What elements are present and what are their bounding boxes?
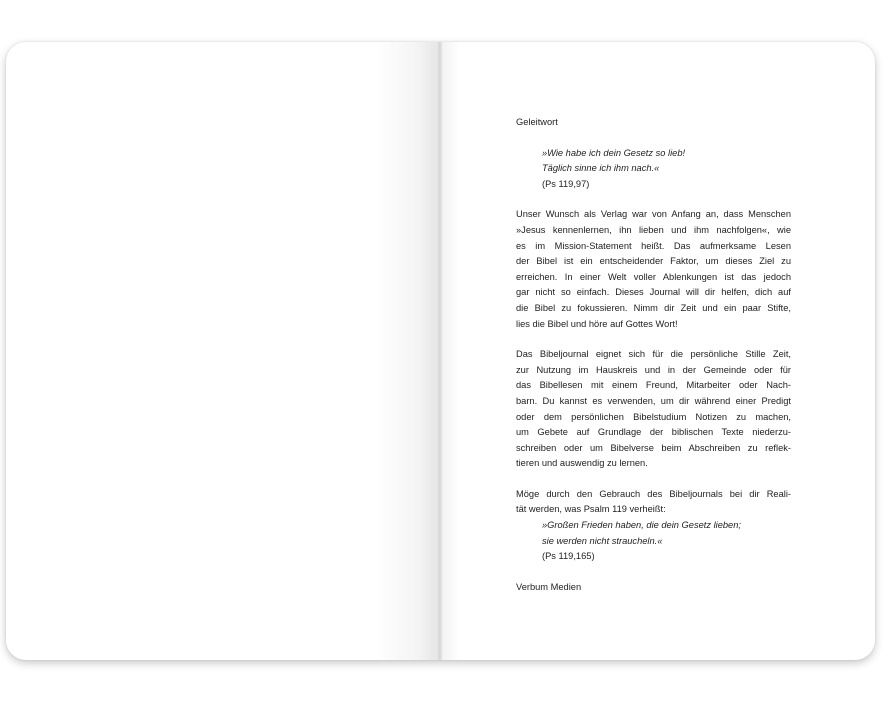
paragraph-blessing	[516, 487, 791, 518]
text-line: zur Nutzung im Hauskreis und in der Gemeinde oder für	[516, 364, 791, 375]
paragraph-mission	[516, 207, 791, 332]
text-line: der Bibel ist ein entscheidender Faktor, um dieses Ziel zu	[516, 256, 791, 267]
text-line: gar nicht so einfach. Dieses Journal will dir helfen, dich auf	[516, 287, 791, 298]
text-line: »Jesus kennenlernen, ihn lieben und ihm nachfolgen«, wie	[516, 224, 791, 235]
open-book	[6, 42, 875, 660]
page-text-block	[516, 115, 791, 595]
opening-quote-line: »Wie habe ich dein Gesetz so lieb!	[542, 147, 686, 158]
publisher-signature: Verbum Medien	[516, 581, 582, 592]
opening-quote-reference: (Ps 119,97)	[542, 178, 590, 189]
text-line: erreichen. In einer Welt voller Ablenkungen ist das jedoch	[516, 271, 791, 282]
text-line: Unser Wunsch als Verlag war von Anfang an, dass Menschen	[516, 209, 791, 220]
closing-quote	[542, 518, 791, 565]
opening-quote-line: Täglich sinne ich ihm nach.«	[542, 163, 660, 174]
paragraph-usage	[516, 347, 791, 472]
text-line: die Bibel zu fokussieren. Nimm dir Zeit und ein paar Stifte,	[516, 302, 791, 313]
right-page	[442, 42, 875, 660]
text-line: Möge durch den Gebrauch des Bibeljournals bei dir Reali-	[516, 488, 791, 499]
closing-quote-reference: (Ps 119,165)	[542, 551, 595, 562]
closing-quote-line: »Großen Frieden haben, die dein Gesetz lieben;	[542, 520, 741, 531]
text-line: tieren und auswendig zu lernen.	[516, 458, 648, 469]
opening-quote	[542, 146, 791, 193]
text-line: um Gebete auf Grundlage der biblischen Texte niederzu-	[516, 427, 791, 438]
left-page-blank	[6, 42, 440, 660]
text-line: lies die Bibel und höre auf Gottes Wort!	[516, 318, 678, 329]
page-heading: Geleitwort	[516, 117, 558, 127]
text-line: schreiben oder um Bibelverse beim Abschreiben zu reflek-	[516, 442, 791, 453]
text-line: oder dem persönlichen Bibelstudium Notizen zu machen,	[516, 411, 791, 422]
text-line: das Bibellesen mit einem Freund, Mitarbeiter oder Nach-	[516, 380, 791, 391]
closing-quote-line: sie werden nicht straucheln.«	[542, 535, 663, 546]
text-line: Das Bibeljournal eignet sich für die persönliche Stille Zeit,	[516, 349, 791, 360]
text-line: barn. Du kannst es verwenden, um dir während einer Predigt	[516, 395, 791, 406]
text-line: tät werden, was Psalm 119 verheißt:	[516, 504, 666, 515]
text-line: es im Mission-Statement heißt. Das aufmerksame Lesen	[516, 240, 791, 251]
